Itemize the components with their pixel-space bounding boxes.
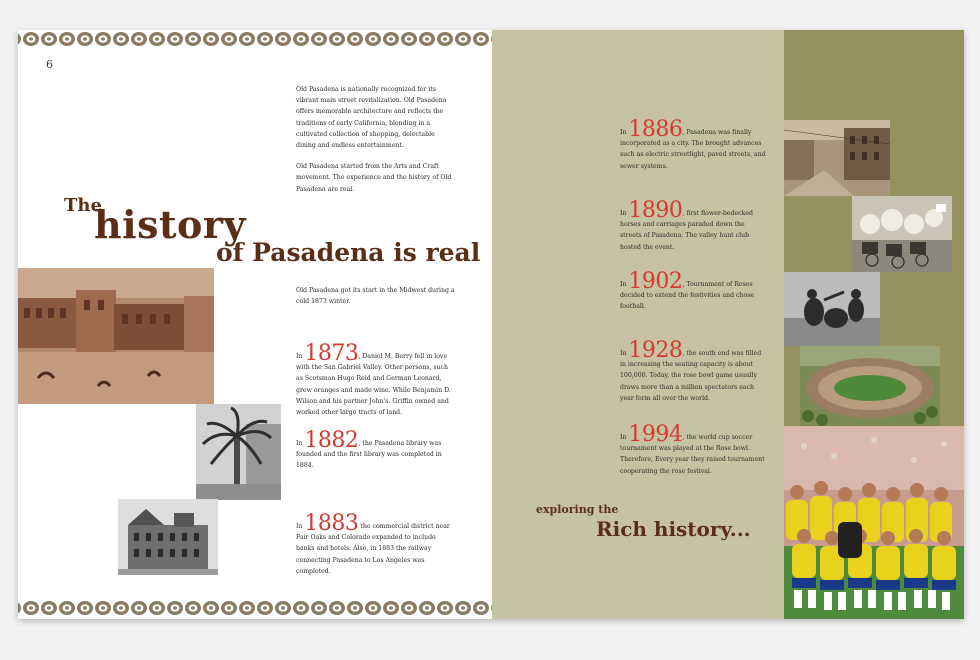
in-word: In (620, 434, 627, 441)
exploring-the: exploring the (536, 503, 619, 516)
left-page (18, 30, 492, 619)
year-1882: 1882 (304, 428, 359, 453)
year-1873: 1873 (304, 341, 359, 366)
brochure-spread (18, 30, 964, 619)
in-word: In (620, 281, 627, 288)
entry-1994 (620, 422, 766, 477)
year-1886: 1886 (628, 117, 683, 142)
in-word: In (296, 353, 303, 360)
entry-1902-text: , Tournament of Roses decided to extend the festivities and chose football. (620, 281, 755, 311)
year-1994: 1994 (628, 422, 683, 447)
year-1928: 1928 (628, 338, 683, 363)
entry-1873-text: , Daniel M. Berry fell in love with the San Gabriel Valley. Other persons, such as Scotsman Hugo Reid and German Leonard, grew oranges and made wine. While Benjamin D. Wilson and his partner John's. Griffin owned and worked other large tracts of land. (296, 353, 451, 417)
entry-1928 (620, 338, 766, 404)
entry-1873 (296, 341, 456, 418)
year-1890: 1890 (628, 198, 683, 223)
top-ornament-border (18, 30, 492, 48)
entry-1886 (620, 117, 766, 172)
year-1902: 1902 (628, 269, 683, 294)
entry-1994-text: , the world cup soccer tournament was played at the Rose bowl. Therefore, Every year they raised tournament cooperating the rose festival. (620, 434, 765, 475)
entry-1890 (620, 198, 766, 253)
city-street-photo (784, 120, 890, 196)
in-word: In (620, 210, 627, 217)
entry-1902 (620, 269, 766, 313)
palm-tree-photo (196, 404, 281, 500)
midwest-text: Old Pasadena got its start in the Midwest during a cold 1873 winter. (296, 287, 455, 306)
rose-bowl-stadium-photo (800, 346, 940, 426)
bottom-ornament-border (18, 599, 492, 617)
title-the: The (64, 195, 102, 216)
in-word: In (620, 350, 627, 357)
entry-1883-text: the commercial district near Fair Oaks and Colorado expanded to include banks and hotels. Also, in 1883 the railway connecting Pasadena to Los Angeles was completed. (296, 523, 450, 575)
in-word: In (296, 523, 303, 530)
entry-1883 (296, 511, 456, 577)
entry-1890-text: , first flower-bedecked horses and carriages paraded down the streets of Pasadena. The valley hunt club hosted the event. (620, 210, 753, 251)
entry-1882-text: , the Pasadena library was founded and the first library was completed in 1884. (296, 440, 442, 470)
parade-photo (852, 196, 952, 272)
library-building-photo (118, 499, 218, 575)
year-1883: 1883 (304, 511, 359, 536)
entry-1928-text: , the south end was filled in increasing the seating capacity is about 100,000. Today, the rose bowl game usually draws more than a million spectators each year form all over the world. (620, 350, 762, 402)
in-word: In (620, 129, 627, 136)
title-rest: of Pasadena is real (216, 238, 481, 267)
title-history: history (94, 202, 246, 247)
intro-text (296, 84, 456, 205)
rich-history: Rich history... (596, 517, 751, 541)
old-street-photo (18, 268, 214, 404)
football-photo (784, 272, 880, 346)
intro-paragraph-1: Old Pasadena is nationally recognized for its vibrant main street revitalization. Old Pasadena offers memorable architecture and reflects the traditions of early California, blending in a cultivated collection of shopping, delectable dining and endless entertainment. (296, 86, 447, 150)
entry-1886-text: , Pasadena was finally incorporated as a city. The brought advances such as electric streetlight, paved streets, and sewer systems. (620, 129, 766, 170)
world-cup-team-photo (784, 426, 964, 619)
page-number: 6 (46, 58, 53, 71)
in-word: In (296, 440, 303, 447)
right-page (492, 30, 964, 619)
intro-paragraph-2: Old Pasadena started from the Arts and Craft movement. The experience and the history of Old Pasadena are real. (296, 163, 452, 193)
entry-1882 (296, 428, 456, 472)
